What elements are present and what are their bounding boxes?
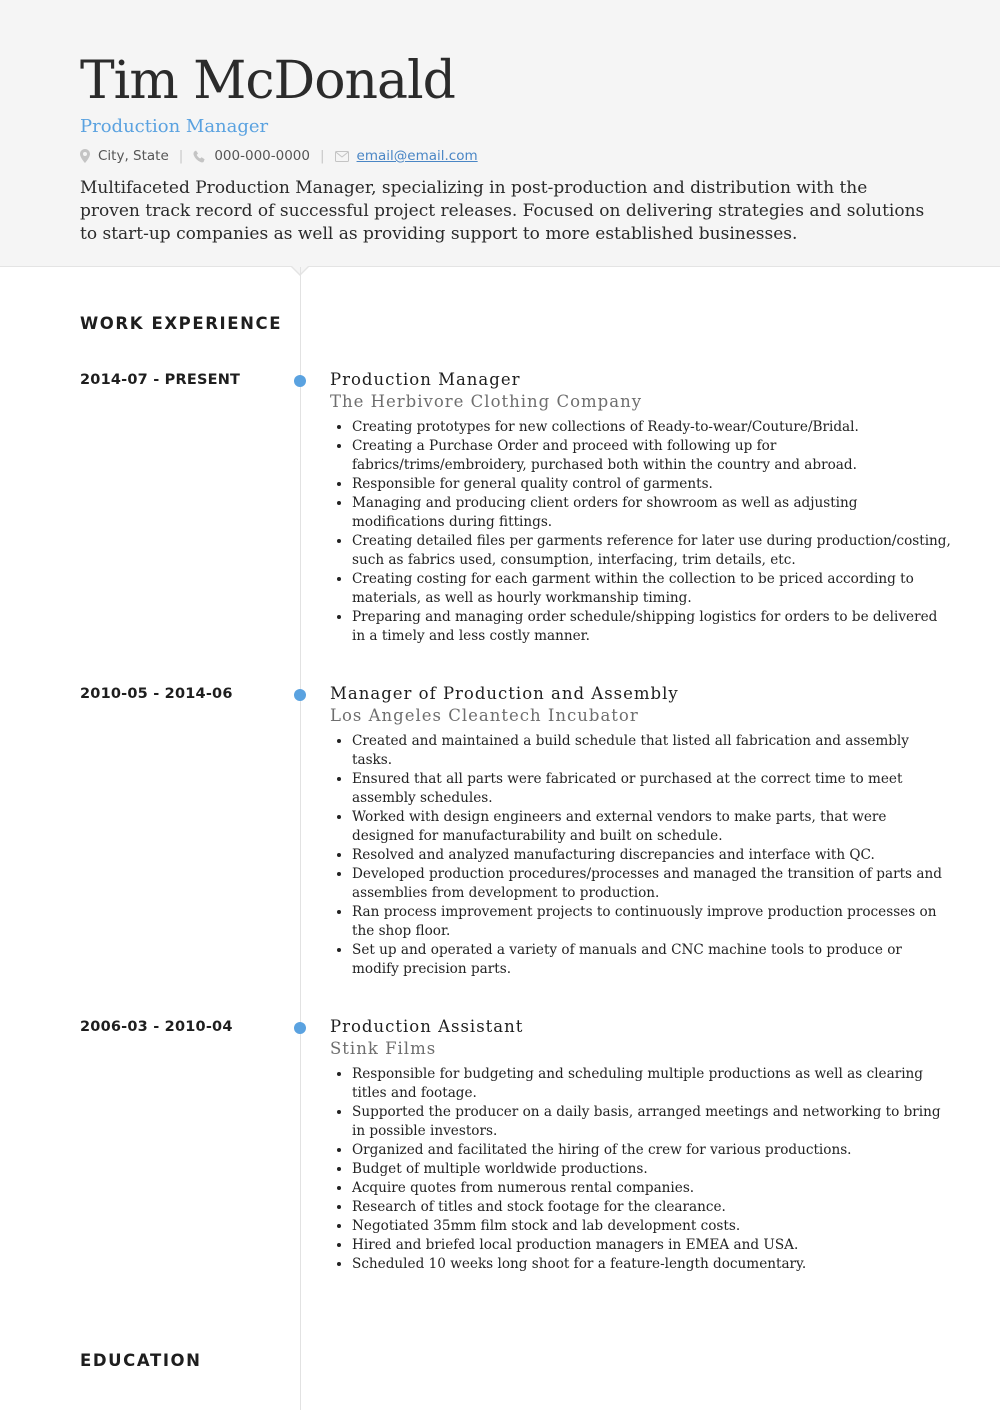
phone-icon <box>193 150 206 163</box>
job-bullet: • Supported the producer on a daily basis, arranged meetings and networking to bring in possible investors. <box>352 1103 952 1141</box>
timeline-dot <box>294 375 306 387</box>
resume-header <box>0 0 1000 267</box>
location-pin-icon <box>80 149 90 163</box>
job-bullet: • Set up and operated a variety of manuals and CNC machine tools to produce or modify precision parts. <box>352 941 952 979</box>
email-link[interactable]: email@email.com <box>356 148 478 164</box>
candidate-name: Tim McDonald <box>80 51 455 111</box>
job-bullet: • Created and maintained a build schedule that listed all fabrication and assembly tasks. <box>352 732 952 770</box>
contact-separator: | <box>178 148 184 164</box>
job-bullet: • Ensured that all parts were fabricated or purchased at the correct time to meet assembly schedules. <box>352 770 952 808</box>
timeline-dot <box>294 1022 306 1034</box>
job-bullet: • Resolved and analyzed manufacturing discrepancies and interface with QC. <box>352 846 952 865</box>
job-bullet: • Hired and briefed local production managers in EMEA and USA. <box>352 1236 952 1255</box>
job-bullet: • Creating costing for each garment within the collection to be priced according to materials, as well as hourly workmanship timing. <box>352 570 952 608</box>
job-title: Manager of Production and Assembly <box>330 684 679 703</box>
job-company: The Herbivore Clothing Company <box>330 392 643 411</box>
job-date: 2006-03 - 2010-04 <box>80 1019 233 1035</box>
job-bullet: • Preparing and managing order schedule/shipping logistics for orders to be delivered in a timely and less costly manner. <box>352 608 952 646</box>
candidate-role: Production Manager <box>80 116 269 137</box>
job-bullet: • Negotiated 35mm film stock and lab development costs. <box>352 1217 952 1236</box>
job-bullet: • Creating prototypes for new collections of Ready-to-wear/Couture/Bridal. <box>352 418 952 437</box>
job-title: Production Assistant <box>330 1017 524 1036</box>
job-bullet: • Managing and producing client orders for showroom as well as adjusting modifications during fittings. <box>352 494 952 532</box>
job-bullet: • Creating detailed files per garments reference for later use during production/costing, such as fabrics used, consumption, interfacing, trim details, etc. <box>352 532 952 570</box>
job-company: Stink Films <box>330 1039 437 1058</box>
job-bullet: • Acquire quotes from numerous rental companies. <box>352 1179 952 1198</box>
job-bullet: • Developed production procedures/processes and managed the transition of parts and assemblies from development to production. <box>352 865 952 903</box>
contact-info <box>80 146 478 166</box>
contact-separator: | <box>319 148 325 164</box>
job-date: 2010-05 - 2014-06 <box>80 686 233 702</box>
job-bullets <box>330 1065 952 1274</box>
job-bullet: • Responsible for budgeting and scheduling multiple productions as well as clearing titles and footage. <box>352 1065 952 1103</box>
job-title: Production Manager <box>330 370 521 389</box>
job-bullets <box>330 418 952 646</box>
job-date: 2014-07 - PRESENT <box>80 372 241 388</box>
timeline-line <box>300 267 301 1410</box>
timeline-dot <box>294 689 306 701</box>
job-bullet: • Scheduled 10 weeks long shoot for a feature-length documentary. <box>352 1255 952 1274</box>
location-text: City, State <box>98 148 169 164</box>
phone-text: 000-000-0000 <box>214 148 310 164</box>
job-company: Los Angeles Cleantech Incubator <box>330 706 639 725</box>
profile-summary: Multifaceted Production Manager, specializing in post-production and distribution with the proven track record of successful project releases. Focused on delivering strategies and solutions to start-up companies as well as providing support to more established businesses. <box>80 178 925 244</box>
job-bullet: • Responsible for general quality control of garments. <box>352 475 952 494</box>
job-bullet: • Creating a Purchase Order and proceed with following up for fabrics/trims/embroidery, purchased both within the country and abroad. <box>352 437 952 475</box>
work-experience-heading: WORK EXPERIENCE <box>80 314 283 333</box>
job-bullet: • Research of titles and stock footage for the clearance. <box>352 1198 952 1217</box>
job-bullet: • Ran process improvement projects to continuously improve production processes on the shop floor. <box>352 903 952 941</box>
job-bullet: • Budget of multiple worldwide productions. <box>352 1160 952 1179</box>
job-bullet: • Worked with design engineers and external vendors to make parts, that were designed for manufacturability and built on schedule. <box>352 808 952 846</box>
education-heading: EDUCATION <box>80 1351 202 1370</box>
envelope-icon <box>335 151 349 162</box>
job-bullets <box>330 732 952 979</box>
job-bullet: • Organized and facilitated the hiring of the crew for various productions. <box>352 1141 952 1160</box>
